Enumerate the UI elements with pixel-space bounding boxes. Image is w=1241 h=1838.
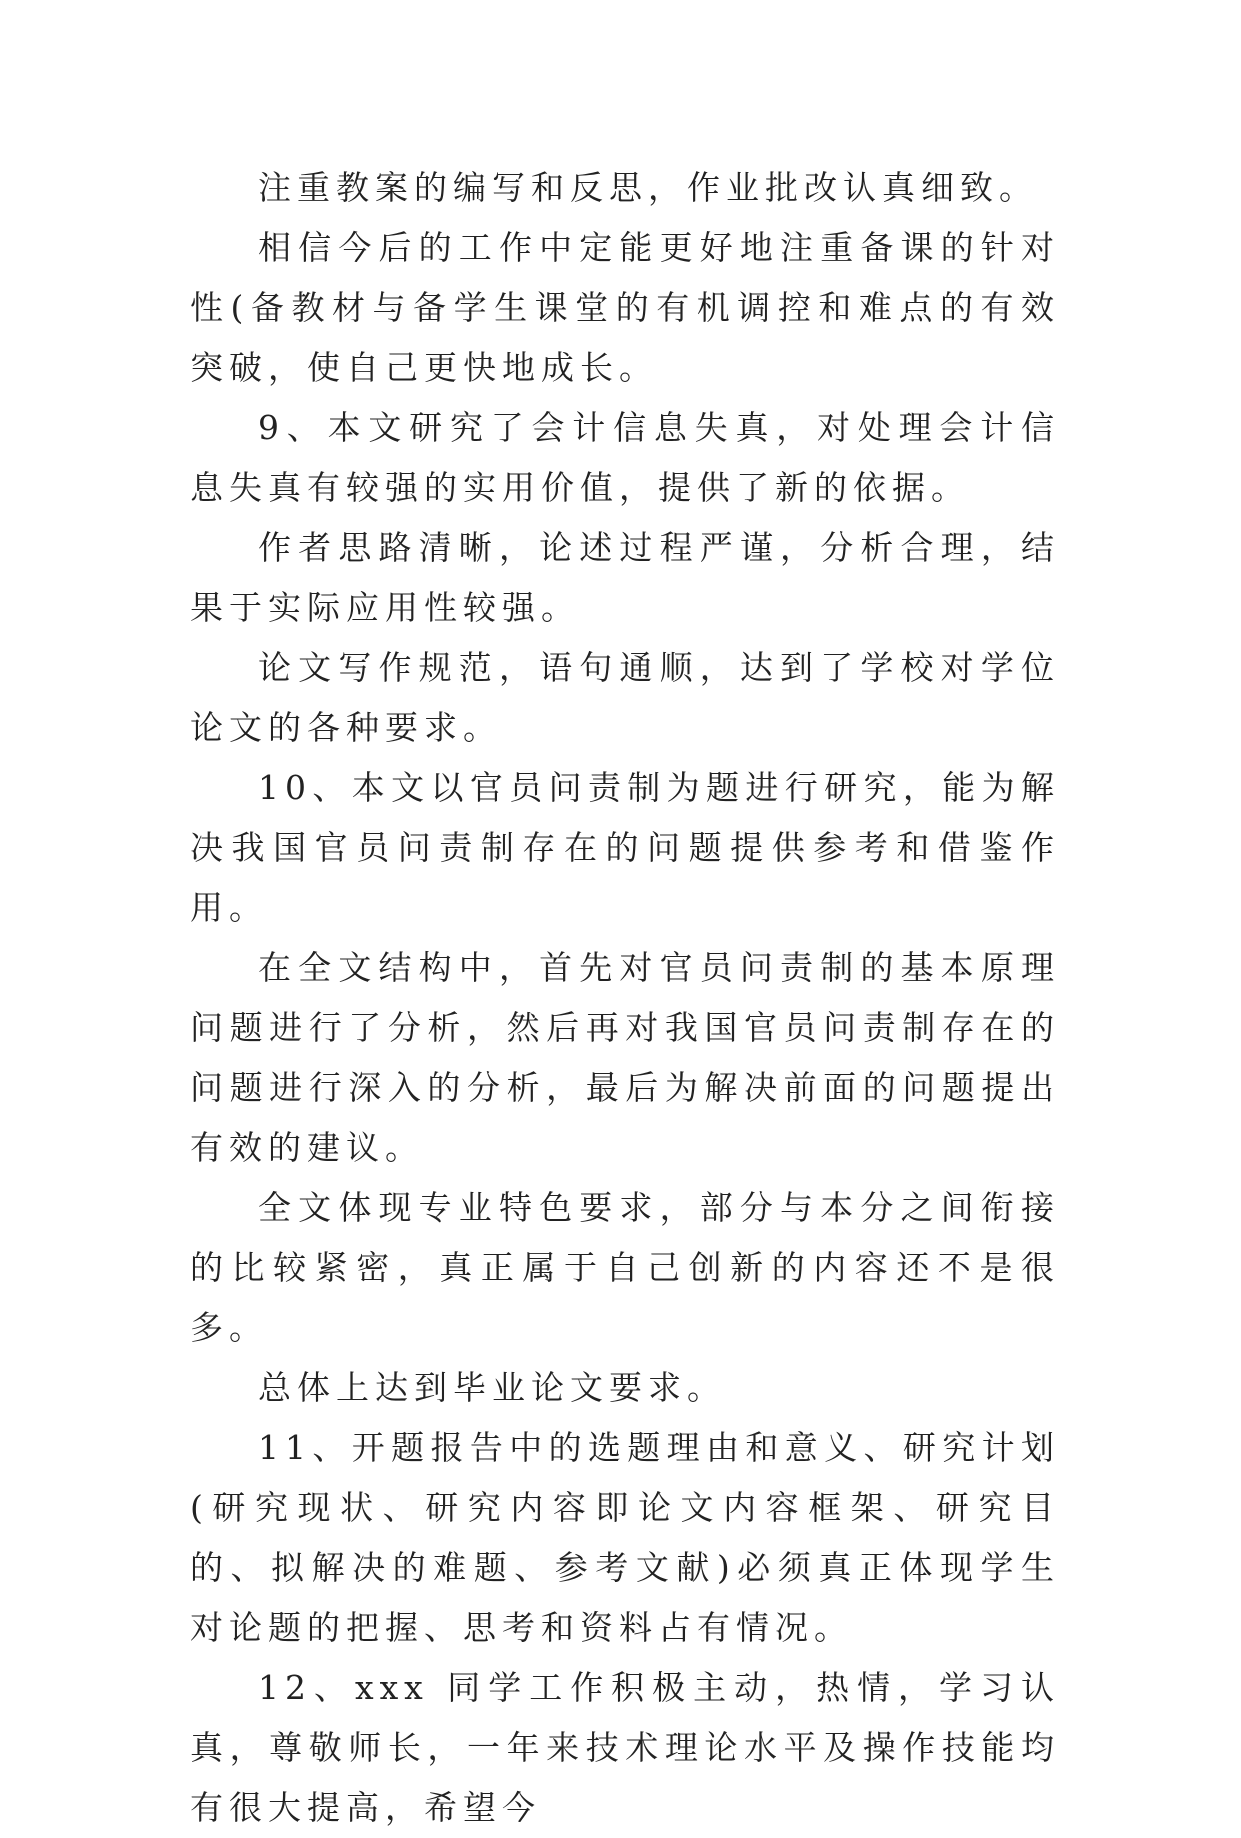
paragraph-9: 总体上达到毕业论文要求。 <box>258 1368 726 1407</box>
document-body <box>190 158 1060 1838</box>
paragraph-5: 论文写作规范，语句通顺，达到了学校对学位论文的各种要求。 <box>190 648 1060 747</box>
paragraph-7: 在全文结构中，首先对官员问责制的基本原理问题进行了分析，然后再对我国官员问责制存在的问题进行深入的分析，最后为解决前面的问题提出有效的建议。 <box>190 948 1060 1167</box>
paragraph-8: 全文体现专业特色要求，部分与本分之间衔接的比较紧密，真正属于自己创新的内容还不是很多。 <box>190 1188 1060 1347</box>
paragraph-1: 注重教案的编写和反思，作业批改认真细致。 <box>258 168 1038 207</box>
paragraph-6: 10、本文以官员问责制为题进行研究，能为解决我国官员问责制存在的问题提供参考和借鉴作用。 <box>190 768 1060 927</box>
paragraph-3: 9、本文研究了会计信息失真，对处理会计信息失真有较强的实用价值，提供了新的依据。 <box>190 408 1060 507</box>
paragraph-2: 相信今后的工作中定能更好地注重备课的针对性(备教材与备学生课堂的有机调控和难点的有效突破，使自己更快地成长。 <box>190 228 1060 387</box>
paragraph-11: 12、xxx 同学工作积极主动，热情，学习认真，尊敬师长，一年来技术理论水平及操作技能均有很大提高，希望今 <box>190 1668 1060 1827</box>
paragraph-4: 作者思路清晰，论述过程严谨，分析合理，结果于实际应用性较强。 <box>190 528 1060 627</box>
paragraph-10: 11、开题报告中的选题理由和意义、研究计划(研究现状、研究内容即论文内容框架、研究目的、拟解决的难题、参考文献)必须真正体现学生对论题的把握、思考和资料占有情况。 <box>190 1428 1060 1647</box>
